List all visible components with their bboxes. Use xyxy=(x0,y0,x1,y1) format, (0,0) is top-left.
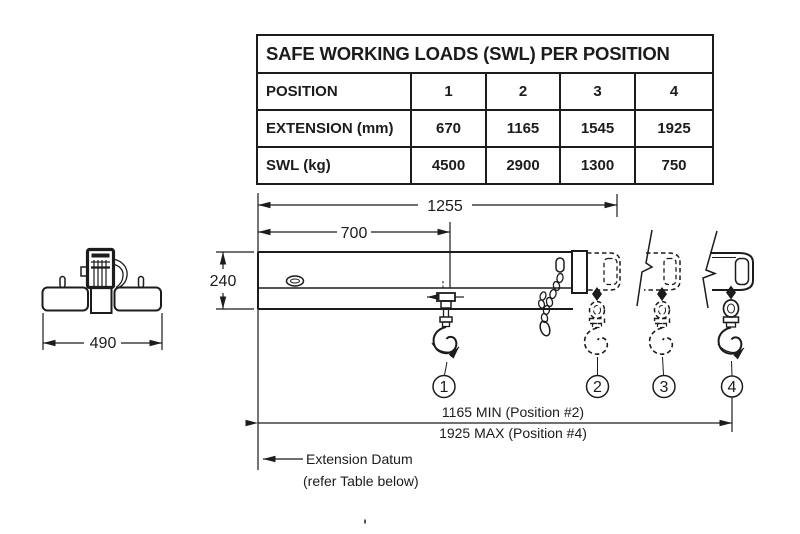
table-cell: 1300 xyxy=(560,147,635,184)
clevis-lower xyxy=(441,301,451,308)
datum-label-line2: (refer Table below) xyxy=(303,473,419,489)
table-cell: 1 xyxy=(411,73,486,110)
left-lock-pin xyxy=(60,277,65,288)
attach-diamond xyxy=(592,287,602,301)
pin-hole-hidden-lines xyxy=(443,281,450,288)
table-cell: 750 xyxy=(635,147,713,184)
right-fork-pocket xyxy=(115,288,162,311)
left-fork-pocket xyxy=(43,288,89,311)
lifting-slot xyxy=(287,276,304,286)
break-line xyxy=(637,230,652,306)
leader-line xyxy=(732,361,733,376)
table-cell: 2900 xyxy=(486,147,560,184)
dim-min-label: 1165 MIN (Position #2) xyxy=(441,404,585,420)
position-3-label: 3 xyxy=(659,379,669,396)
lifting-slot-inner xyxy=(291,279,300,283)
table-cell: 2 xyxy=(486,73,560,110)
retaining-chain xyxy=(538,258,564,337)
swivel-eye-dashed xyxy=(590,302,605,319)
table-cell: 1925 xyxy=(635,110,713,147)
row-label: POSITION xyxy=(257,73,411,110)
clevis-bracket xyxy=(437,293,455,301)
leader-line xyxy=(445,362,448,375)
swivel-collar-dashed xyxy=(655,319,670,324)
row-label: EXTENSION (mm) xyxy=(257,110,411,147)
boom-outline xyxy=(258,252,573,309)
swivel-hook-position-4 xyxy=(703,231,753,397)
dim-240 xyxy=(210,252,254,309)
lynch-pin xyxy=(556,258,564,272)
boom-end-dashed xyxy=(644,253,680,290)
mast-bars xyxy=(91,260,110,286)
inner-boom-handle-dashed xyxy=(604,259,617,285)
center-column xyxy=(91,288,112,314)
dim-240-label: 240 xyxy=(209,273,237,290)
table-cell: 4 xyxy=(635,73,713,110)
mast-top-band xyxy=(92,254,110,258)
front-view-carriage xyxy=(43,250,163,353)
table-cell: 4500 xyxy=(411,147,486,184)
table-cell: 1545 xyxy=(560,110,635,147)
attach-diamond xyxy=(726,286,736,300)
boom-end-cap xyxy=(572,251,587,293)
datum-label-line1: Extension Datum xyxy=(306,451,413,467)
position-1-label: 1 xyxy=(439,379,449,396)
dim-700-label: 700 xyxy=(340,225,368,242)
attach-diamond xyxy=(657,287,667,301)
leader-line xyxy=(663,357,664,375)
position-4-label: 4 xyxy=(727,379,737,396)
chain-link xyxy=(538,299,546,309)
swivel-hook-position-2 xyxy=(585,287,609,398)
table-cell: 3 xyxy=(560,73,635,110)
extension-datum-note xyxy=(263,451,419,489)
dim-max-label: 1925 MAX (Position #4) xyxy=(439,425,587,441)
swivel-eye xyxy=(724,300,739,317)
swivel-hook-position-1 xyxy=(427,281,464,398)
hook-body-dashed xyxy=(650,328,673,354)
right-lock-pin xyxy=(139,277,144,288)
dim-1255 xyxy=(258,194,617,217)
swivel-nut-dashed xyxy=(658,324,667,328)
table-cell: 670 xyxy=(411,110,486,147)
dim-700 xyxy=(258,222,450,287)
dim-min-max xyxy=(258,397,732,441)
swivel-eye-inner xyxy=(728,304,735,313)
handle-solid xyxy=(736,259,749,285)
break-line xyxy=(703,231,717,308)
position-2-label: 2 xyxy=(593,379,602,396)
swivel-eye-inner xyxy=(659,306,666,315)
swivel-eye-inner xyxy=(594,306,601,315)
dim-1255-label: 1255 xyxy=(427,198,463,215)
swivel-nut-dashed xyxy=(593,324,602,328)
row-label: SWL (kg) xyxy=(257,147,411,184)
table-cell: 1165 xyxy=(486,110,560,147)
swivel-collar-dashed xyxy=(590,319,605,324)
hook-body-dashed xyxy=(585,328,608,354)
handle-dashed xyxy=(664,259,676,285)
print-artifact-dot xyxy=(364,520,366,524)
swivel-hook-position-3 xyxy=(637,230,680,398)
dim-490-label: 490 xyxy=(89,335,117,352)
swivel-eye-dashed xyxy=(655,302,670,319)
swivel-collar xyxy=(440,317,452,322)
table-title: SAFE WORKING LOADS (SWL) PER POSITION xyxy=(257,35,713,73)
hose-loop xyxy=(113,259,127,288)
hook-body xyxy=(719,328,742,354)
boom-end-solid xyxy=(710,253,753,290)
